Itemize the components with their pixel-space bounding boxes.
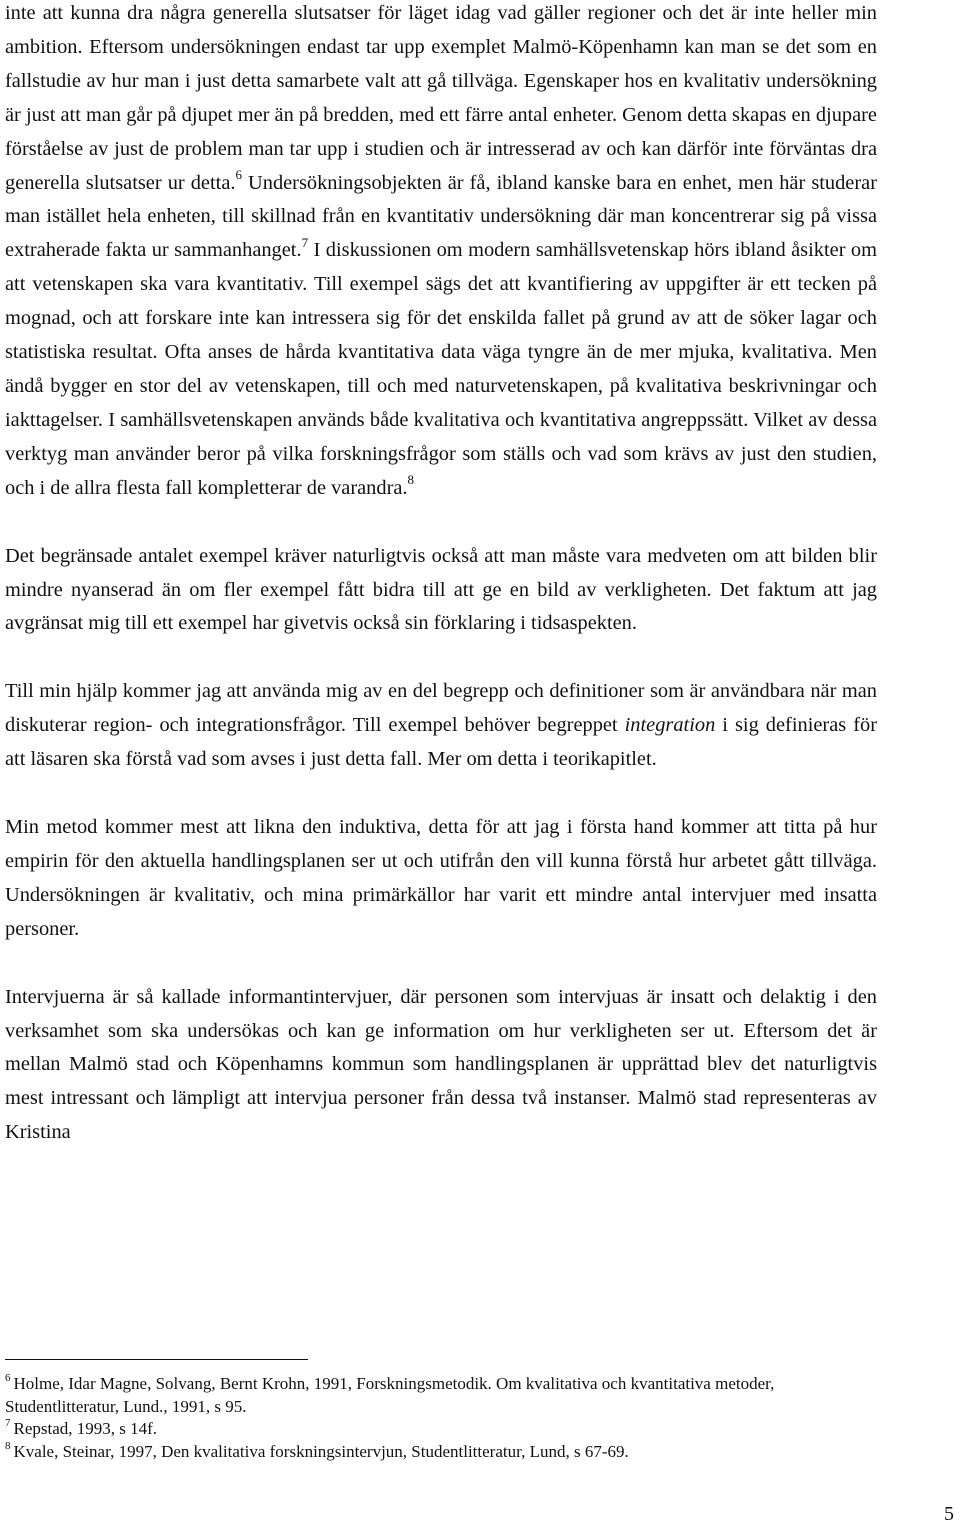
footnote-number: 7 [5, 1417, 11, 1430]
footnote-number: 8 [5, 1439, 11, 1452]
paragraph-5: Intervjuerna är så kallade informantintervjuer, där personen som intervjuas är insatt och delaktig i den verksamhet som ska undersökas och kan ge information om hur verkligheten ser ut. Eftersom det är mellan Malmö stad och Köpenhamns kommun som handlingsplanen är upprättad blev det naturligtvis mest intressant och lämpligt att intervjua personer från dessa två instanser. Malmö stad representeras av Kristina [5, 985, 877, 1144]
footnotes [5, 1373, 885, 1463]
paragraph-gap [5, 777, 877, 811]
footnote-ref-7[interactable]: 7 [301, 234, 309, 250]
paragraph-3 [5, 675, 877, 777]
paragraph-4: Min metod kommer mest att likna den induktiva, detta för att jag i första hand kommer att titta på hur empirin för den aktuella handlingsplanen ser ut och utifrån den vill kunna förstå hur arbetet gått tillväga. Undersökningen är kvalitativ, och mina primärkällor har varit ett mindre antal intervjuer med insatta personer. [5, 816, 877, 940]
footnote-ref-6[interactable]: 6 [235, 166, 242, 182]
paragraph-1-text-a: inte att kunna dra några generella slutsatser för läget idag vad gäller regioner och det är inte heller min ambition. Eftersom undersökningen endast tar upp exemplet Malmö-Köpenhamn kan man se det som en fallstudie av hur man i just detta samarbete valt att gå tillväga. Egenskaper hos en kvalitativ undersökning är just att man går på djupet mer än på bredden, med ett färre antal enheter. Genom detta skapas en djupare förståelse av just de problem man tar upp i studien och är intresserad av och kan därför inte förväntas dra generella slutsatser ur detta. [5, 2, 877, 194]
paragraph-gap [5, 947, 877, 981]
footnote-number: 6 [5, 1372, 11, 1385]
paragraph-1 [5, 0, 877, 506]
footnote-text: Kvale, Steinar, 1997, Den kvalitativa forskningsintervjun, Studentlitteratur, Lund, s 67-69. [13, 1441, 629, 1461]
italic-term: integration [624, 714, 716, 737]
footnote-separator [5, 1359, 308, 1360]
page-number: 5 [944, 1503, 954, 1525]
document-body [5, 0, 877, 1150]
footnote-7 [5, 1418, 885, 1441]
footnote-8 [5, 1441, 885, 1464]
paragraph-1-text-c: I diskussionen om modern samhällsvetenskap hörs ibland åsikter om att vetenskapen ska vara kvantitativ. Till exempel sägs det att kvantifiering av uppgifter är ett tecken på mognad, och att forskare inte kan intressera sig för det enskilda fallet på grund av att de söker lagar och statistiska resultat. Ofta anses de hårda kvantitativa data väga tyngre än de mer mjuka, kvalitativa. Men ändå bygger en stor del av vetenskapen, till och med naturvetenskapen, på kvalitativa beskrivningar och iakttagelser. I samhällsvetenskapen används både kvalitativa och kvantitativa angreppssätt. Vilket av dessa verktyg man använder beror på vilka forskningsfrågor som ställs och vad som krävs av just den studien, och i de allra flesta fall kompletterar de varandra. [5, 239, 877, 499]
footnote-6 [5, 1373, 885, 1418]
footnote-ref-8[interactable]: 8 [407, 471, 415, 487]
footnote-text: Repstad, 1993, s 14f. [13, 1419, 158, 1438]
paragraph-3-text-a: Till min hjälp kommer jag att använda mig av en del begrepp och definitioner som är användbara när man diskuterar region- och integrationsfrågor. Till exempel behöver begreppet [5, 680, 877, 737]
paragraph-1-text-b: Undersökningsobjekten är få, ibland kanske bara en enhet, men här studerar man istället hela enheten, till skillnad från en kvantitativ undersökning där man koncentrerar sig på vissa extraherade fakta ur sammanhanget. [5, 171, 877, 262]
paragraph-gap [5, 506, 877, 540]
paragraph-3-text-b: i sig definieras för att läsaren ska förstå vad som avses i just detta fall. Mer om detta i teorikapitlet. [5, 714, 878, 771]
footnote-text: Holme, Idar Magne, Solvang, Bernt Krohn, 1991, Forskningsmetodik. Om kvalitativa och kvantitativa metoder, Studentlitteratur, Lund., 1991, s 95. [5, 1374, 775, 1416]
paragraph-gap [5, 641, 877, 675]
paragraph-2: Det begränsade antalet exempel kräver naturligtvis också att man måste vara medveten om att bilden blir mindre nyanserad än om fler exempel fått bidra till att ge en bild av verkligheten. Det faktum att jag avgränsat mig till ett exempel har givetvis också sin förklaring i tidsaspekten. [5, 544, 877, 635]
